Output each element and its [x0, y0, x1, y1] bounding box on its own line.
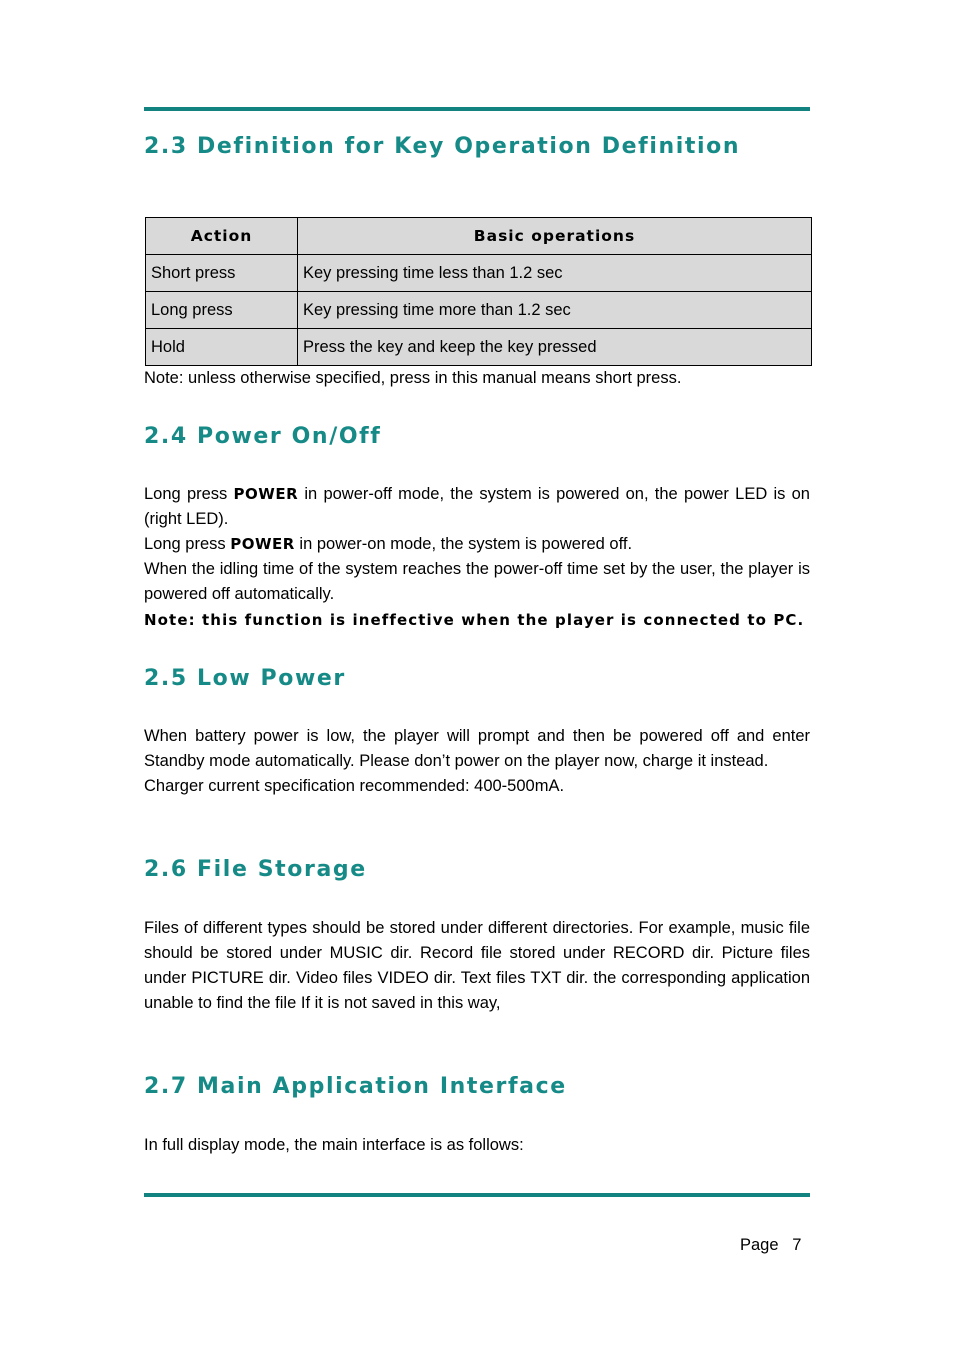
key-operation-table — [145, 217, 812, 366]
power-key-label: POWER — [230, 535, 295, 553]
table-header-row — [146, 218, 812, 255]
top-rule — [144, 107, 810, 111]
file-storage-paragraph: Files of different types should be stored under different directories. For example, music file should be stored under MUSIC dir. Record file stored under RECORD dir. Picture files under PICTURE dir. Video files VIDEO dir. Text files TXT dir. the corresponding application unable to find the file If it is not saved in this way, — [144, 919, 810, 1012]
table-cell-operation: Key pressing time more than 1.2 sec — [298, 292, 812, 329]
text-run: Long press — [144, 485, 234, 503]
table-cell-action: Hold — [146, 329, 298, 366]
power-key-label: POWER — [233, 485, 299, 503]
text-run: in power-on mode, the system is powered off. — [294, 535, 633, 553]
section-heading-2-7: 2.7 Main Application Interface — [144, 1074, 567, 1099]
page-number: Page 7 — [740, 1236, 802, 1254]
auto-off-paragraph: When the idling time of the system reaches the power-off time set by the user, the player is powered off automatically. — [144, 560, 810, 603]
low-power-paragraph: When battery power is low, the player will prompt and then be powered off and enter Standby mode automatically. Please don’t power on the player now, charge it instead. — [144, 727, 810, 770]
table-cell-operation: Press the key and keep the key pressed — [298, 329, 812, 366]
charger-spec-paragraph: Charger current specification recommended: 400-500mA. — [144, 777, 565, 795]
table-cell-operation: Key pressing time less than 1.2 sec — [298, 255, 812, 292]
table-row — [146, 255, 812, 292]
section-heading-2-5: 2.5 Low Power — [144, 666, 346, 691]
section-heading-2-6: 2.6 File Storage — [144, 857, 367, 882]
power-onoff-body — [144, 482, 810, 633]
table-row — [146, 292, 812, 329]
main-interface-paragraph: In full display mode, the main interface is as follows: — [144, 1136, 524, 1154]
table-note — [144, 366, 810, 391]
section-heading-2-3: 2.3 Definition for Key Operation Definition — [144, 134, 741, 159]
table-header-operations: Basic operations — [298, 218, 812, 255]
power-on-paragraph — [144, 482, 810, 532]
file-storage-body — [144, 916, 810, 1016]
table-cell-action: Short press — [146, 255, 298, 292]
power-off-paragraph — [144, 532, 810, 557]
text-run: Long press — [144, 535, 231, 553]
bottom-rule — [144, 1193, 810, 1197]
table-cell-action: Long press — [146, 292, 298, 329]
table-header-action: Action — [146, 218, 298, 255]
low-power-body — [144, 724, 810, 799]
text-run: in power-off mode, the system is powered on, the power LED is on (right LED). — [144, 485, 810, 528]
main-interface-body — [144, 1133, 810, 1158]
table-note-text: Note: unless otherwise specified, press in this manual means short press. — [144, 369, 682, 387]
table-row — [146, 329, 812, 366]
pc-connection-note: Note: this function is ineffective when the player is connected to PC. — [144, 611, 805, 629]
section-heading-2-4: 2.4 Power On/Off — [144, 424, 382, 449]
